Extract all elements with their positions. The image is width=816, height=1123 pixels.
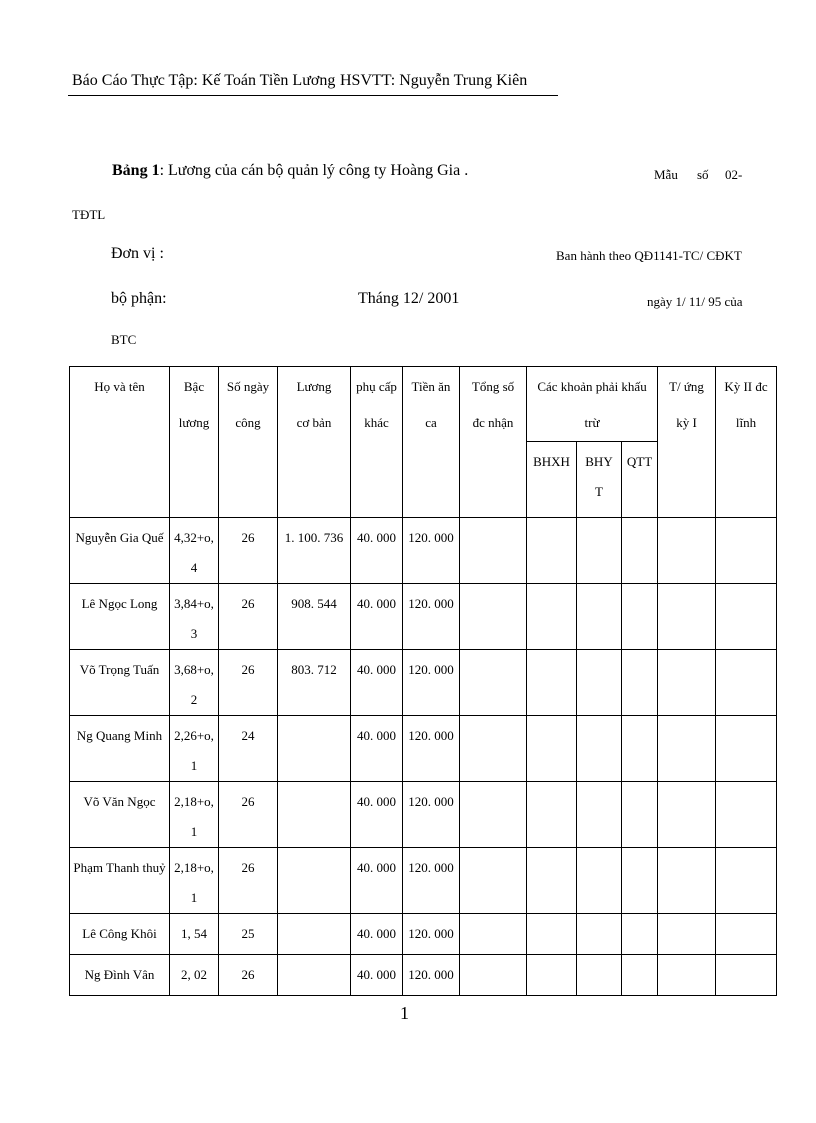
header-allowance: phụ cấp khác xyxy=(351,367,403,518)
cell-base-salary xyxy=(278,716,351,782)
cell-meal: 120. 000 xyxy=(403,518,460,584)
table-caption xyxy=(112,162,468,180)
cell-meal: 120. 000 xyxy=(403,782,460,848)
table-row xyxy=(70,650,777,716)
cell-total xyxy=(460,584,527,650)
salary-table xyxy=(69,366,777,996)
cell-bhyt xyxy=(577,782,622,848)
cell-base-salary: 803. 712 xyxy=(278,650,351,716)
cell-total xyxy=(460,914,527,955)
cell-base-salary xyxy=(278,914,351,955)
cell-advance xyxy=(658,782,716,848)
cell-qtt xyxy=(622,782,658,848)
cell-period2 xyxy=(716,716,777,782)
cell-name: Võ Văn Ngọc xyxy=(70,782,170,848)
cell-grade: 2,26+o, 1 xyxy=(170,716,219,782)
caption-text: : Lương của cán bộ quản lý công ty Hoàng Gia . xyxy=(159,162,469,179)
dept-label: bộ phận: xyxy=(111,290,167,307)
cell-bhyt xyxy=(577,584,622,650)
cell-period2 xyxy=(716,914,777,955)
cell-meal: 120. 000 xyxy=(403,716,460,782)
cell-days: 26 xyxy=(219,782,278,848)
month-label: Tháng 12/ 2001 xyxy=(358,290,460,307)
cell-advance xyxy=(658,716,716,782)
header-qtt: QTT xyxy=(622,442,658,518)
cell-qtt xyxy=(622,650,658,716)
header-student: HSVTT: Nguyễn Trung Kiên xyxy=(340,72,528,89)
cell-total xyxy=(460,848,527,914)
cell-base-salary xyxy=(278,782,351,848)
cell-period2 xyxy=(716,848,777,914)
cell-grade: 3,84+o, 3 xyxy=(170,584,219,650)
header-total: Tổng số đc nhận xyxy=(460,367,527,518)
header-bhxh: BHXH xyxy=(527,442,577,518)
cell-grade: 2,18+o, 1 xyxy=(170,782,219,848)
cell-days: 26 xyxy=(219,518,278,584)
cell-name: Nguyễn Gia Quế xyxy=(70,518,170,584)
cell-total xyxy=(460,518,527,584)
form-word-3: 02- xyxy=(725,167,743,182)
cell-bhxh xyxy=(527,650,577,716)
cell-qtt xyxy=(622,518,658,584)
cell-bhyt xyxy=(577,518,622,584)
table-row xyxy=(70,782,777,848)
header-period2: Kỳ II đc lĩnh xyxy=(716,367,777,518)
header-name: Họ và tên xyxy=(70,367,170,518)
cell-grade: 3,68+o, 2 xyxy=(170,650,219,716)
cell-allowance: 40. 000 xyxy=(351,650,403,716)
cell-grade: 4,32+o, 4 xyxy=(170,518,219,584)
btc-text: BTC xyxy=(111,332,137,347)
cell-allowance: 40. 000 xyxy=(351,782,403,848)
cell-grade: 2,18+o, 1 xyxy=(170,848,219,914)
form-word-1: Mẫu xyxy=(654,167,678,182)
header-deductions: Các khoản phải khấu trừ xyxy=(527,367,658,442)
cell-bhxh xyxy=(527,518,577,584)
cell-name: Ng Quang Minh xyxy=(70,716,170,782)
date-text: ngày 1/ 11/ 95 của xyxy=(647,294,743,309)
cell-bhyt xyxy=(577,848,622,914)
header-meal: Tiền ăn ca xyxy=(403,367,460,518)
cell-name: Lê Ngọc Long xyxy=(70,584,170,650)
cell-total xyxy=(460,716,527,782)
cell-days: 26 xyxy=(219,848,278,914)
cell-allowance: 40. 000 xyxy=(351,955,403,996)
cell-days: 26 xyxy=(219,584,278,650)
cell-days: 26 xyxy=(219,650,278,716)
cell-total xyxy=(460,782,527,848)
form-word-2: số xyxy=(697,167,709,182)
cell-allowance: 40. 000 xyxy=(351,584,403,650)
cell-total xyxy=(460,650,527,716)
table-row xyxy=(70,584,777,650)
cell-meal: 120. 000 xyxy=(403,914,460,955)
cell-allowance: 40. 000 xyxy=(351,716,403,782)
cell-bhxh xyxy=(527,955,577,996)
cell-advance xyxy=(658,518,716,584)
form-word-4: TĐTL xyxy=(72,207,106,222)
table-row xyxy=(70,518,777,584)
cell-meal: 120. 000 xyxy=(403,955,460,996)
cell-bhxh xyxy=(527,716,577,782)
cell-name: Ng Đình Vân xyxy=(70,955,170,996)
header-advance: T/ ứng kỳ I xyxy=(658,367,716,518)
table-row xyxy=(70,848,777,914)
cell-period2 xyxy=(716,518,777,584)
issued-text: Ban hành theo QĐ1141-TC/ CĐKT xyxy=(556,248,742,263)
cell-advance xyxy=(658,584,716,650)
cell-name: Lê Công Khôi xyxy=(70,914,170,955)
cell-total xyxy=(460,955,527,996)
header-grade: Bậc lương xyxy=(170,367,219,518)
cell-days: 25 xyxy=(219,914,278,955)
cell-bhxh xyxy=(527,914,577,955)
header-days: Số ngày công xyxy=(219,367,278,518)
cell-advance xyxy=(658,914,716,955)
cell-qtt xyxy=(622,584,658,650)
page-number: 1 xyxy=(400,1003,409,1023)
unit-label: Đơn vị : xyxy=(111,245,164,262)
cell-allowance: 40. 000 xyxy=(351,848,403,914)
cell-meal: 120. 000 xyxy=(403,584,460,650)
cell-qtt xyxy=(622,716,658,782)
cell-bhyt xyxy=(577,650,622,716)
header-bhyt: BHY T xyxy=(577,442,622,518)
cell-period2 xyxy=(716,650,777,716)
cell-allowance: 40. 000 xyxy=(351,914,403,955)
cell-advance xyxy=(658,650,716,716)
cell-days: 24 xyxy=(219,716,278,782)
cell-base-salary: 908. 544 xyxy=(278,584,351,650)
header-underline xyxy=(68,95,558,96)
cell-qtt xyxy=(622,914,658,955)
cell-period2 xyxy=(716,782,777,848)
cell-base-salary xyxy=(278,848,351,914)
header-title: Báo Cáo Thực Tập: Kế Toán Tiền Lương xyxy=(72,72,336,89)
table-row xyxy=(70,914,777,955)
header-base-salary: Lương cơ bản xyxy=(278,367,351,518)
cell-name: Phạm Thanh thuỷ xyxy=(70,848,170,914)
cell-advance xyxy=(658,955,716,996)
caption-label: Bảng 1 xyxy=(112,162,160,179)
cell-grade: 1, 54 xyxy=(170,914,219,955)
cell-qtt xyxy=(622,955,658,996)
cell-name: Võ Trọng Tuấn xyxy=(70,650,170,716)
cell-days: 26 xyxy=(219,955,278,996)
cell-base-salary xyxy=(278,955,351,996)
cell-allowance: 40. 000 xyxy=(351,518,403,584)
cell-qtt xyxy=(622,848,658,914)
cell-bhxh xyxy=(527,584,577,650)
cell-bhyt xyxy=(577,914,622,955)
cell-bhxh xyxy=(527,782,577,848)
cell-meal: 120. 000 xyxy=(403,650,460,716)
cell-meal: 120. 000 xyxy=(403,848,460,914)
cell-bhxh xyxy=(527,848,577,914)
table-row xyxy=(70,955,777,996)
cell-period2 xyxy=(716,955,777,996)
cell-period2 xyxy=(716,584,777,650)
table-header-row xyxy=(70,367,777,442)
cell-base-salary: 1. 100. 736 xyxy=(278,518,351,584)
cell-bhyt xyxy=(577,955,622,996)
table-row xyxy=(70,716,777,782)
cell-advance xyxy=(658,848,716,914)
cell-bhyt xyxy=(577,716,622,782)
cell-grade: 2, 02 xyxy=(170,955,219,996)
